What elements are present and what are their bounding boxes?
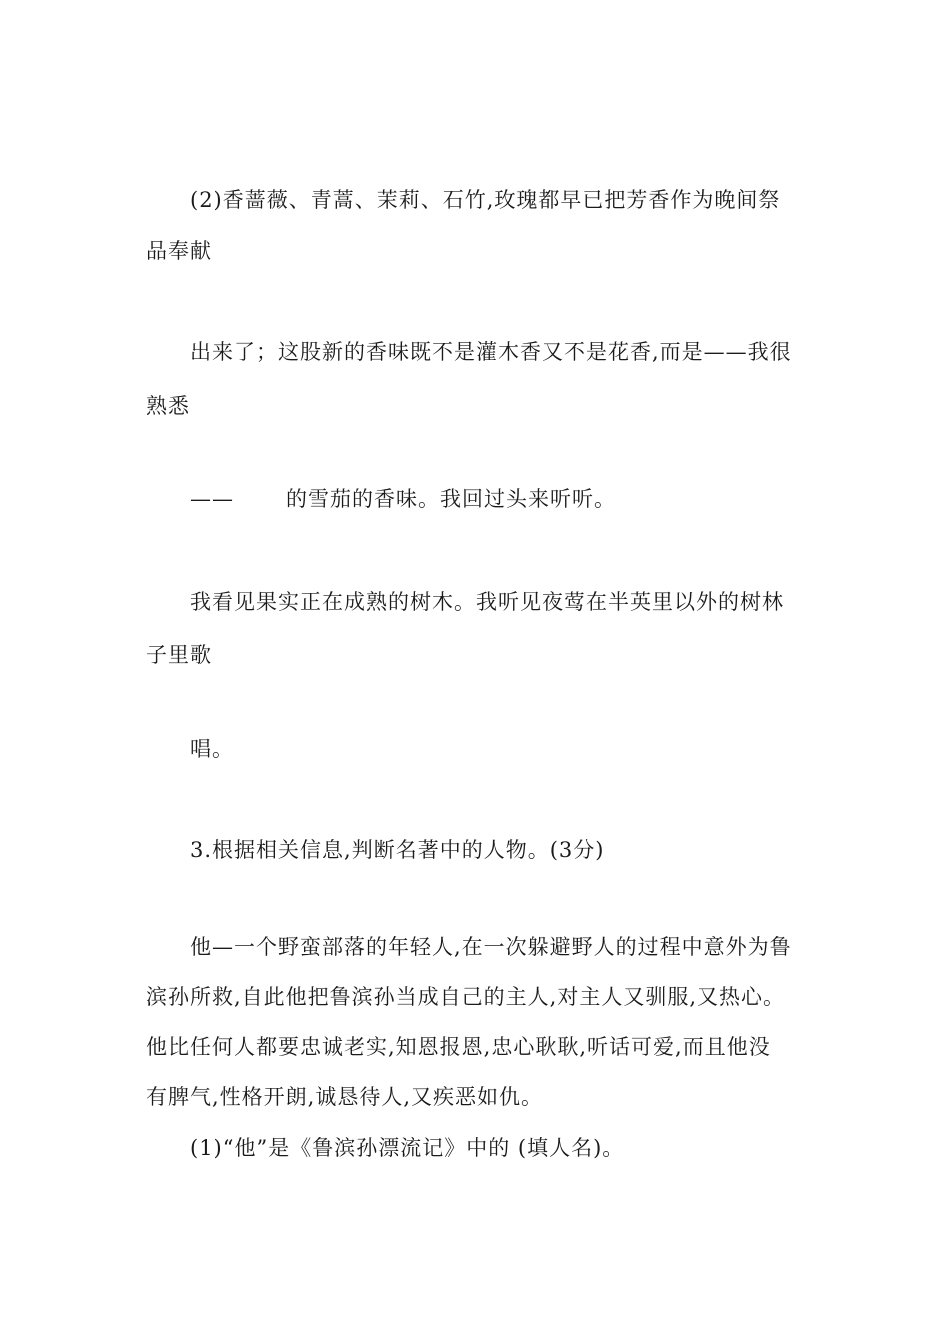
question-title: 3.根据相关信息,判断名著中的人物。(3分) — [190, 838, 605, 862]
paragraph-line: 唱。 — [190, 737, 234, 761]
question-passage-line: 他比任何人都要忠诚老实,知恩报恩,忠心耿耿,听话可爱,而且他没 — [146, 1035, 771, 1059]
question-passage-line: 有脾气,性格开朗,诚恳待人,又疾恶如仇。 — [146, 1085, 544, 1109]
paragraph-line — [190, 484, 860, 514]
question-passage-line: 滨孙所救,自此他把鲁滨孙当成自己的主人,对主人又驯服,又热心。 — [146, 985, 786, 1009]
paragraph-line: 品奉献 — [146, 239, 212, 263]
question-passage-line: 他—一个野蛮部落的年轻人,在一次躲避野人的过程中意外为鲁 — [190, 935, 792, 959]
paragraph-line: 子里歌 — [146, 643, 212, 667]
paragraph-line: 我看见果实正在成熟的树木。我听见夜莺在半英里以外的树林 — [190, 590, 784, 614]
paragraph-line: 出来了；这股新的香味既不是灌木香又不是花香,而是——我很 — [190, 340, 792, 364]
paragraph-line: 熟悉 — [146, 394, 190, 418]
paragraph-text: 的雪茄的香味。我回过头来听听。 — [286, 487, 616, 511]
paragraph-line: (2)香蔷薇、青蒿、茉莉、石竹,玫瑰都早已把芳香作为晚间祭 — [190, 188, 781, 212]
dash-mark: —— — [190, 487, 234, 511]
sub-question: (1)“他”是《鲁滨孙漂流记》中的 (填人名)。 — [190, 1136, 625, 1160]
